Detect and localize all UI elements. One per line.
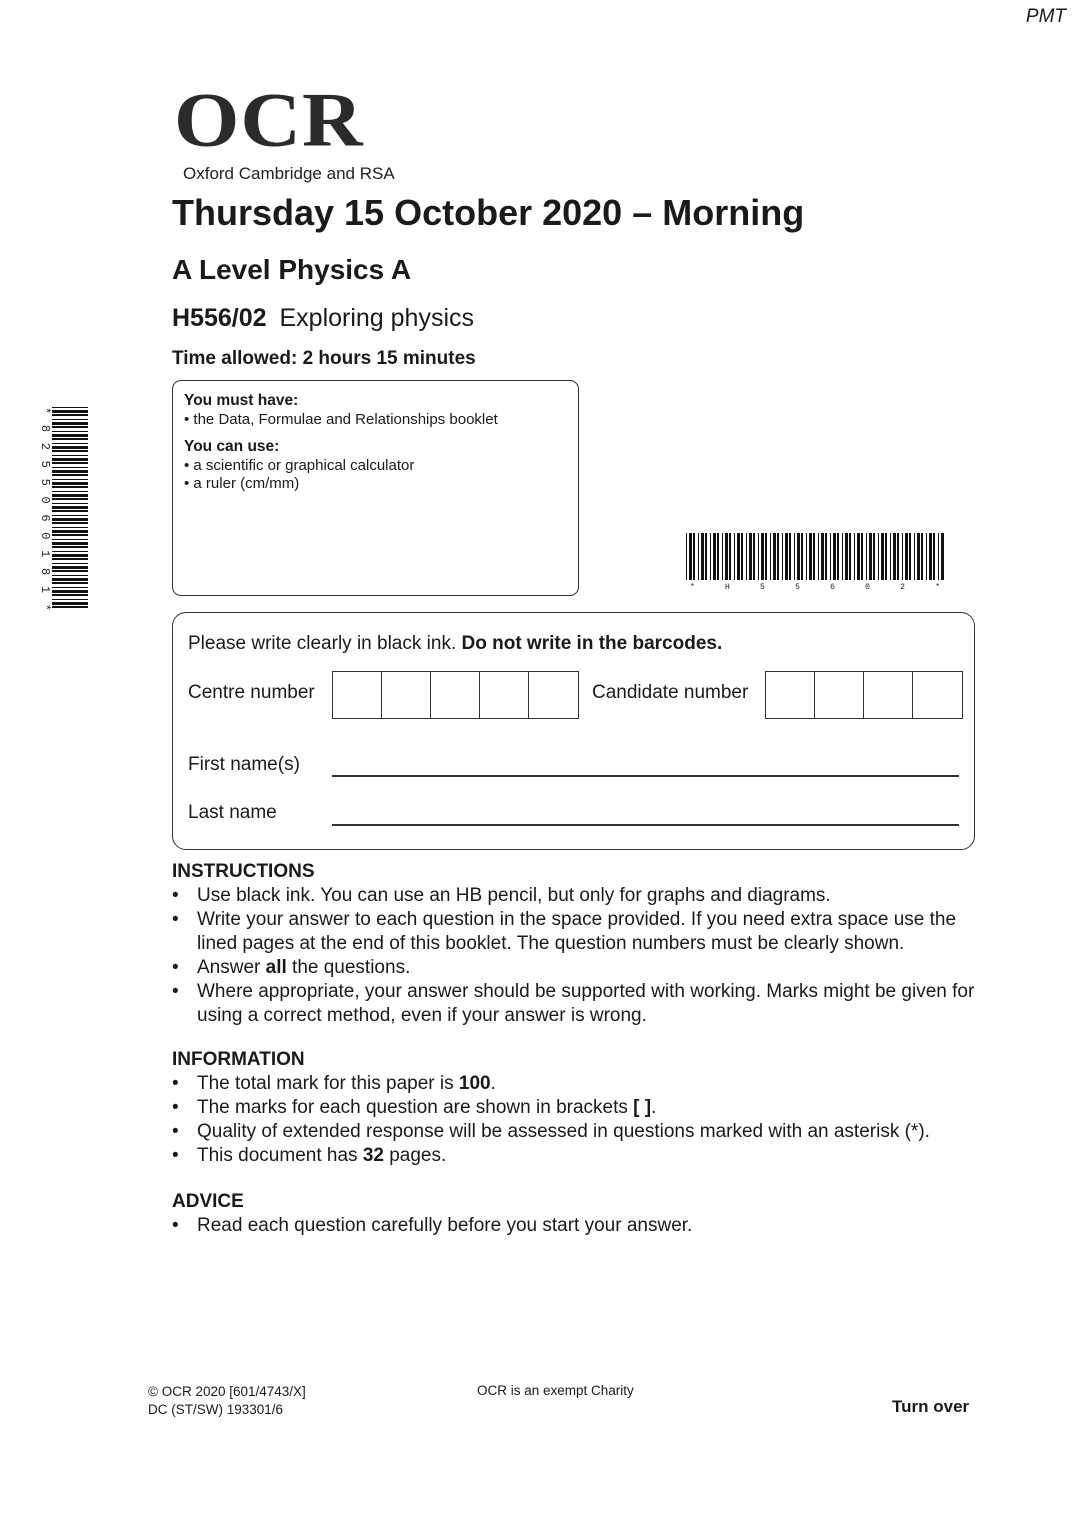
barcode-bar <box>849 533 851 580</box>
main-barcode-bars <box>686 533 944 580</box>
barcode-bar <box>813 533 815 580</box>
barcode-bar <box>52 606 88 608</box>
centre-number-cell[interactable] <box>333 672 382 718</box>
barcode-bar <box>878 533 879 580</box>
last-name-line[interactable] <box>332 824 959 826</box>
logo-subtitle: Oxford Cambridge and RSA <box>183 164 395 183</box>
barcode-bar <box>52 546 88 548</box>
barcode-bar <box>861 533 863 580</box>
advice-section <box>172 1191 992 1238</box>
barcode-bar <box>52 462 88 464</box>
barcode-bar <box>785 533 788 580</box>
instructions-heading: INSTRUCTIONS <box>172 861 315 882</box>
ocr-logo <box>174 77 395 184</box>
barcode-bar <box>52 414 88 416</box>
bullet-item <box>172 884 992 908</box>
bullet-dot-icon: • <box>172 957 179 978</box>
bullet-text: Where appropriate, your answer should be supported with working. Marks might be given for using a correct method, even if your answer is wrong. <box>197 981 975 1026</box>
bullet-dot-icon: • <box>172 1215 179 1236</box>
barcode-bar <box>782 533 783 580</box>
bullet-item <box>172 980 992 1028</box>
bullet-item <box>172 1096 992 1120</box>
barcode-bar <box>52 590 88 593</box>
barcode-bar <box>837 533 839 580</box>
bullet-dot-icon: • <box>172 1097 179 1118</box>
barcode-bar <box>926 533 927 580</box>
advice-list <box>172 1214 992 1238</box>
barcode-bar <box>921 533 923 580</box>
bullet-text: . <box>651 1097 657 1118</box>
barcode-bar <box>52 503 88 504</box>
barcode-bar <box>52 431 88 432</box>
barcode-bar <box>52 566 88 569</box>
centre-number-cell[interactable] <box>431 672 480 718</box>
barcode-bar <box>52 534 88 536</box>
bullet-dot-icon: • <box>172 1073 179 1094</box>
bullet-item <box>172 1144 992 1168</box>
can-use-item: • a scientific or graphical calculator <box>184 457 415 474</box>
barcode-bar <box>905 533 908 580</box>
barcode-bar <box>789 533 791 580</box>
barcode-bar <box>938 533 939 580</box>
barcode-bar <box>729 533 731 580</box>
barcode-bar <box>741 533 743 580</box>
requirements-box <box>172 380 579 596</box>
can-use-item: • a ruler (cm/mm) <box>184 475 300 492</box>
barcode-bar <box>941 533 944 580</box>
barcode-bar <box>52 482 88 485</box>
barcode-bar <box>686 533 687 580</box>
barcode-bar <box>833 533 836 580</box>
barcode-bar <box>761 533 764 580</box>
barcode-bar <box>52 522 88 524</box>
barcode-bar <box>717 533 719 580</box>
barcode-bar <box>797 533 800 580</box>
bullet-item <box>172 908 992 956</box>
must-have-item: • the Data, Formulae and Relationships booklet <box>184 411 498 428</box>
barcode-bar <box>52 443 88 444</box>
barcode-bar <box>857 533 860 580</box>
instructions-list <box>172 884 992 1028</box>
barcode-bar <box>777 533 779 580</box>
barcode-bar <box>52 498 88 500</box>
barcode-bar <box>52 506 88 509</box>
barcode-bar <box>770 533 771 580</box>
bullet-text: 100 <box>458 1073 491 1094</box>
barcode-bar <box>794 533 795 580</box>
barcode-bar <box>698 533 699 580</box>
candidate-number-cell[interactable] <box>815 672 864 718</box>
corner-tag: PMT <box>1025 6 1066 27</box>
barcode-bar <box>818 533 819 580</box>
barcode-bar <box>52 518 88 521</box>
barcode-bar <box>52 455 88 456</box>
candidate-number-cell[interactable] <box>766 672 815 718</box>
paper-code: H556/02 <box>172 304 267 332</box>
must-have-heading: You must have: <box>184 392 299 409</box>
barcode-bar <box>765 533 767 580</box>
candidate-details-box <box>172 612 975 850</box>
centre-number-field[interactable] <box>332 671 579 719</box>
main-barcode-text: * H 5 5 6 0 2 * <box>690 583 940 591</box>
information-heading: INFORMATION <box>172 1049 305 1070</box>
barcode-bar <box>52 542 88 545</box>
barcode-bar <box>52 551 88 552</box>
barcode-bar <box>725 533 728 580</box>
bullet-text: the questions. <box>286 957 411 978</box>
bullet-text: This document has <box>197 1145 363 1166</box>
bullet-dot-icon: • <box>172 885 179 906</box>
bullet-text: Quality of extended response will be assessed in questions marked with an asterisk (*). <box>197 1121 930 1142</box>
bullet-dot-icon: • <box>172 909 179 930</box>
barcode-bar <box>746 533 747 580</box>
barcode-bar <box>52 419 88 420</box>
barcode-bar <box>52 599 88 600</box>
subject-title: A Level Physics A <box>172 254 412 285</box>
centre-number-cell[interactable] <box>382 672 431 718</box>
bullet-item <box>172 956 992 980</box>
bullet-dot-icon: • <box>172 1121 179 1142</box>
barcode-bar <box>52 470 88 473</box>
barcode-bar <box>52 474 88 476</box>
bullet-text: 32 <box>362 1145 384 1166</box>
barcode-bar <box>758 533 759 580</box>
barcode-bar <box>52 578 88 581</box>
barcode-bar <box>830 533 831 580</box>
barcode-bar <box>929 533 932 580</box>
barcode-bar <box>52 554 88 557</box>
barcode-bar <box>52 407 88 408</box>
side-barcode-bars <box>52 407 88 608</box>
barcode-bar <box>734 533 735 580</box>
barcode-bar <box>897 533 899 580</box>
barcode-bar <box>749 533 752 580</box>
paper-name: Exploring physics <box>279 304 475 332</box>
turn-over-text: Turn over <box>892 1397 970 1416</box>
footer-charity: OCR is an exempt Charity <box>477 1383 634 1398</box>
bullet-text: [ ] <box>633 1097 652 1118</box>
footer-copyright-block <box>148 1383 306 1419</box>
barcode-bar <box>902 533 903 580</box>
bullet-text: . <box>490 1073 496 1094</box>
barcode-bar <box>52 510 88 512</box>
barcode-bar <box>52 575 88 576</box>
barcode-bar <box>52 570 88 572</box>
barcode-bar <box>52 594 88 596</box>
barcode-bar <box>52 491 88 492</box>
barcode-bar <box>854 533 855 580</box>
barcode-bar <box>52 434 88 437</box>
barcode-bar <box>52 587 88 588</box>
barcode-bar <box>873 533 875 580</box>
logo-letters: OCR <box>174 77 364 163</box>
barcode-bar <box>693 533 695 580</box>
bullet-dot-icon: • <box>172 981 179 1002</box>
barcode-bar <box>737 533 740 580</box>
first-name-line[interactable] <box>332 775 959 777</box>
write-instruction-plain: Please write clearly in black ink. <box>188 633 462 654</box>
barcode-bar <box>701 533 704 580</box>
barcode-bar <box>710 533 711 580</box>
candidate-number-cell[interactable] <box>864 672 913 718</box>
centre-number-label: Centre number <box>188 682 315 703</box>
centre-number-cell[interactable] <box>480 672 529 718</box>
barcode-bar <box>52 479 88 480</box>
barcode-bar <box>52 422 88 425</box>
last-name-label: Last name <box>188 802 277 823</box>
barcode-bar <box>917 533 920 580</box>
barcode-bar <box>52 539 88 540</box>
barcode-bar <box>705 533 707 580</box>
bullet-text: pages. <box>383 1145 447 1166</box>
barcode-bar <box>52 582 88 584</box>
bullet-item <box>172 1214 992 1238</box>
main-barcode <box>684 533 946 591</box>
advice-heading: ADVICE <box>172 1191 244 1212</box>
paper-title <box>172 304 474 333</box>
barcode-bar <box>52 458 88 461</box>
footer-code: DC (ST/SW) 193301/6 <box>148 1402 284 1417</box>
candidate-number-label: Candidate number <box>592 682 749 703</box>
bullet-text: Read each question carefully before you start your answer. <box>197 1215 693 1236</box>
write-instruction <box>188 633 722 655</box>
barcode-bar <box>866 533 867 580</box>
information-list <box>172 1072 992 1168</box>
side-barcode <box>34 405 88 613</box>
barcode-bar <box>933 533 935 580</box>
barcode-bar <box>845 533 848 580</box>
barcode-bar <box>753 533 755 580</box>
barcode-bar <box>722 533 723 580</box>
barcode-bar <box>52 515 88 516</box>
instructions-section <box>172 861 992 1028</box>
candidate-number-cell[interactable] <box>913 672 962 718</box>
barcode-bar <box>821 533 824 580</box>
barcode-bar <box>909 533 911 580</box>
barcode-bar <box>885 533 887 580</box>
barcode-bar <box>52 558 88 560</box>
can-use-heading: You can use: <box>184 438 280 455</box>
bullet-item <box>172 1072 992 1096</box>
centre-number-cell[interactable] <box>529 672 578 718</box>
bullet-text: all <box>265 957 287 978</box>
bullet-text: Use black ink. You can use an HB pencil, but only for graphs and diagrams. <box>197 885 831 906</box>
barcode-bar <box>52 494 88 497</box>
barcode-bar <box>809 533 812 580</box>
bullet-text: Answer <box>197 957 266 978</box>
first-name-label: First name(s) <box>188 754 300 775</box>
barcode-bar <box>801 533 803 580</box>
barcode-bar <box>881 533 884 580</box>
information-section <box>172 1049 992 1168</box>
barcode-bar <box>806 533 807 580</box>
barcode-bar <box>52 410 88 413</box>
barcode-bar <box>52 527 88 528</box>
barcode-bar <box>689 533 692 580</box>
barcode-bar <box>825 533 827 580</box>
barcode-bar <box>713 533 716 580</box>
candidate-number-field[interactable] <box>765 671 963 719</box>
bullet-text: The total mark for this paper is <box>197 1073 459 1094</box>
barcode-bar <box>842 533 843 580</box>
barcode-bar <box>52 486 88 488</box>
footer-copyright: © OCR 2020 [601/4743/X] <box>148 1384 306 1399</box>
barcode-bar <box>52 467 88 468</box>
barcode-bar <box>914 533 915 580</box>
barcode-bar <box>52 450 88 452</box>
barcode-bar <box>893 533 896 580</box>
barcode-bar <box>52 438 88 440</box>
bullet-text: Write your answer to each question in the space provided. If you need extra space use the lined pages at the end of this booklet. The question numbers must be clearly shown. <box>197 909 957 954</box>
barcode-bar <box>869 533 872 580</box>
barcode-bar <box>890 533 891 580</box>
exam-date-title: Thursday 15 October 2020 – Morning <box>172 192 805 233</box>
write-instruction-bold: Do not write in the barcodes. <box>461 633 723 654</box>
barcode-bar <box>773 533 776 580</box>
time-allowed: Time allowed: 2 hours 15 minutes <box>172 348 476 369</box>
bullet-dot-icon: • <box>172 1145 179 1166</box>
side-barcode-text: *8255060181* <box>38 407 52 611</box>
barcode-bar <box>52 426 88 428</box>
bullet-item <box>172 1120 992 1144</box>
barcode-bar <box>52 602 88 605</box>
bullet-text: The marks for each question are shown in brackets <box>197 1097 634 1118</box>
barcode-bar <box>52 446 88 449</box>
barcode-bar <box>52 530 88 533</box>
barcode-bar <box>52 563 88 564</box>
